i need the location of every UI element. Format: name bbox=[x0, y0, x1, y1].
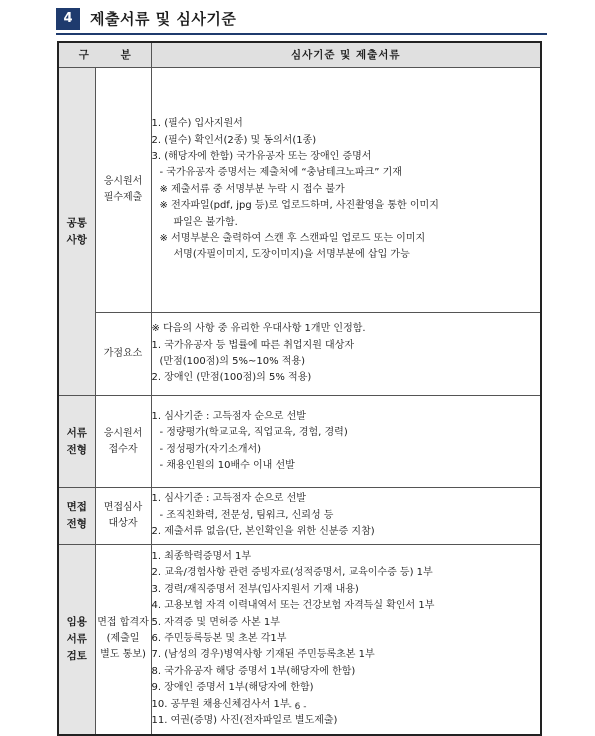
criteria-line: 서명(자필이미지, 도장이미지)을 서명부분에 삽입 가능 bbox=[173, 249, 410, 261]
criteria-line: 2. 교육/경험사항 관련 증빙자료(성적증명서, 교육이수증 등) 1부 bbox=[151, 567, 433, 579]
criteria-content-cell bbox=[151, 488, 541, 545]
subcategory-cell: 면접심사 대상자 bbox=[95, 488, 151, 545]
criteria-line: 1. 국가유공자 등 법률에 따른 취업지원 대상자 bbox=[151, 339, 355, 351]
header-criteria: 심사기준 및 제출서류 bbox=[151, 42, 541, 68]
criteria-line: 1. 심사기준 : 고득점자 순으로 선발 bbox=[151, 410, 306, 422]
criteria-line: 3. (해당자에 한함) 국가유공자 또는 장애인 증명서 bbox=[151, 150, 372, 162]
subcategory-cell: 응시원서 접수자 bbox=[95, 396, 151, 488]
table-row bbox=[58, 396, 541, 488]
section-title: 제출서류 및 심사기준 bbox=[90, 10, 237, 28]
criteria-line: (만점(100점)의 5%~10% 적용) bbox=[159, 356, 305, 367]
section-number-badge: 4 bbox=[56, 8, 80, 30]
criteria-line: 11. 여권(증명) 사진(전자파일로 별도제출) bbox=[151, 715, 338, 727]
criteria-line: - 조직친화력, 전문성, 팀워크, 신뢰성 등 bbox=[159, 509, 334, 521]
category-cell: 면접 전형 bbox=[58, 488, 95, 545]
criteria-line: 1. 최종학력증명서 1부 bbox=[151, 551, 252, 563]
criteria-line: 1. (필수) 입사지원서 bbox=[151, 118, 243, 130]
criteria-line: - 채용인원의 10배수 이내 선발 bbox=[159, 459, 295, 471]
criteria-line: ※ 다음의 사항 중 유리한 우대사항 1개만 인정함. bbox=[151, 323, 366, 335]
criteria-content-cell bbox=[151, 396, 541, 488]
criteria-content-cell bbox=[151, 313, 541, 396]
section-divider bbox=[56, 33, 547, 35]
table-row bbox=[58, 68, 541, 313]
criteria-line: 7. (남성의 경우)병역사항 기재된 주민등록초본 1부 bbox=[151, 649, 375, 661]
criteria-line: ※ 전자파일(pdf, jpg 등)로 업로드하며, 사진촬영을 통한 이미지 bbox=[159, 200, 439, 212]
criteria-line: - 정성평가(자기소개서) bbox=[159, 443, 262, 455]
criteria-line: ※ 서명부분은 출력하여 스캔 후 스캔파일 업로드 또는 이미지 bbox=[159, 233, 426, 245]
criteria-content-cell bbox=[151, 68, 541, 313]
criteria-line: 4. 고용보험 자격 이력내역서 또는 건강보험 자격득실 확인서 1부 bbox=[151, 600, 435, 612]
subcategory-cell: 가점요소 bbox=[95, 313, 151, 396]
subcategory-cell: 면접 합격자 (제출일 별도 통보) bbox=[95, 545, 151, 735]
criteria-line: 1. 심사기준 : 고득점자 순으로 선발 bbox=[151, 493, 306, 505]
header-category: 구 분 bbox=[58, 42, 151, 68]
criteria-line: ※ 제출서류 중 서명부분 누락 시 접수 불가 bbox=[159, 183, 345, 195]
category-cell: 임용 서류 검토 bbox=[58, 545, 95, 735]
criteria-line: - 정량평가(학교교육, 직업교육, 경험, 경력) bbox=[159, 427, 348, 439]
criteria-line: 파일은 불가함. bbox=[173, 216, 238, 228]
page-number: - 6 - bbox=[288, 702, 307, 712]
criteria-line: 2. 장애인 (만점(100점)의 5% 적용) bbox=[151, 372, 312, 384]
category-cell: 서류 전형 bbox=[58, 396, 95, 488]
table-header-row bbox=[58, 42, 541, 68]
criteria-line: 5. 자격증 및 면허증 사본 1부 bbox=[151, 616, 280, 628]
table-row bbox=[58, 488, 541, 545]
table-row bbox=[58, 313, 541, 396]
criteria-line: 8. 국가유공자 해당 증명서 1부(해당자에 한함) bbox=[151, 665, 356, 677]
criteria-line: 2. (필수) 확인서(2종) 및 동의서(1종) bbox=[151, 134, 317, 146]
criteria-line: 9. 장애인 증명서 1부(해당자에 한함) bbox=[151, 682, 314, 694]
criteria-table bbox=[57, 41, 542, 736]
criteria-line: 10. 공무원 채용신체검사서 1부 bbox=[151, 698, 290, 710]
criteria-line: - 국가유공자 증명서는 제출처에 “충남테크노파크” 기재 bbox=[159, 167, 402, 179]
criteria-line: 6. 주민등록등본 및 초본 각1부 bbox=[151, 633, 287, 645]
category-cell: 공통 사항 bbox=[58, 68, 95, 396]
criteria-line: 2. 제출서류 없음(단, 본인확인을 위한 신분증 지참) bbox=[151, 526, 375, 538]
subcategory-cell: 응시원서 필수제출 bbox=[95, 68, 151, 313]
criteria-line: 3. 경력/재직증명서 전부(입사지원서 기재 내용) bbox=[151, 583, 359, 595]
section-header bbox=[56, 8, 547, 30]
